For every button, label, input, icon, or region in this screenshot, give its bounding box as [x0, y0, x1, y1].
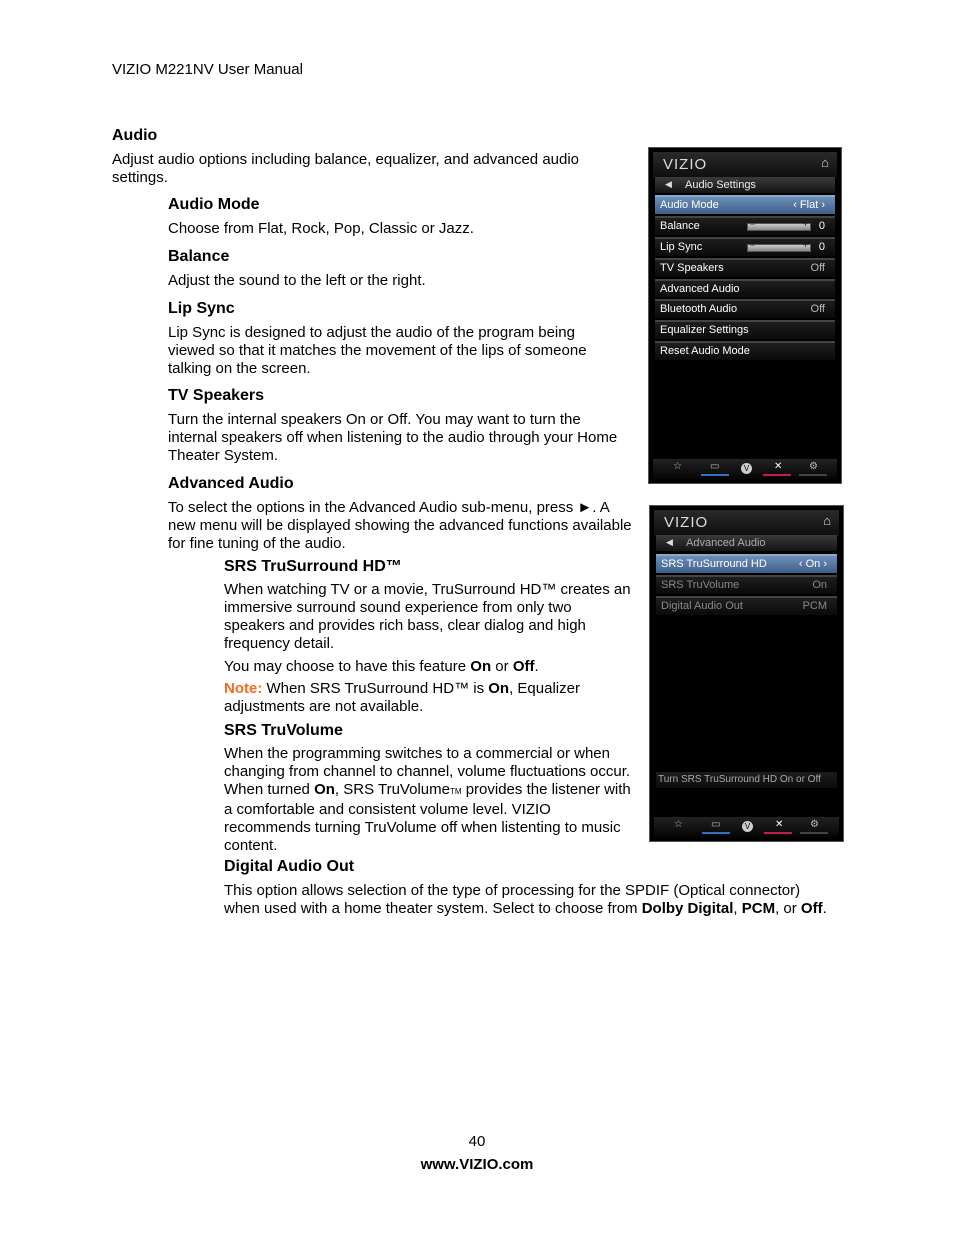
audio-heading: Audio: [112, 127, 158, 144]
balance-slider[interactable]: − +: [747, 223, 811, 231]
audio-mode-text: Choose from Flat, Rock, Pop, Classic or Jazz.: [168, 220, 474, 237]
website-link[interactable]: www.VIZIO.com: [420, 1156, 534, 1173]
advanced-audio-text: To select the options in the Advanced Audio sub-menu, press ►. A new menu will be displayed showing the advanced functions available for fine tuning of the audio.: [168, 499, 632, 552]
menu-item-tv-speakers[interactable]: TV Speakers Off: [655, 258, 835, 277]
screen-title-bar: [654, 510, 839, 536]
audio-mode-heading: Audio Mode: [168, 196, 260, 213]
chevron-right-icon: ›: [818, 199, 825, 211]
tv-speakers-text: Turn the internal speakers On or Off. You may want to turn the internal speakers off when listening to the audio through your Home Theater System.: [168, 411, 618, 464]
star-icon[interactable]: ☆: [673, 461, 682, 472]
breadcrumb: ◀ Audio Settings: [655, 177, 835, 193]
remote-button-bar: [653, 459, 837, 479]
menu-item-reset-audio-mode[interactable]: Reset Audio Mode: [655, 341, 835, 360]
home-icon[interactable]: ⌂: [823, 513, 831, 528]
screen-title-bar: [653, 152, 837, 178]
advanced-audio-heading: Advanced Audio: [168, 475, 294, 492]
menu-item-equalizer-settings[interactable]: Equalizer Settings: [655, 320, 835, 339]
home-icon[interactable]: ⌂: [821, 155, 829, 170]
audio-intro: Adjust audio options including balance, equalizer, and advanced audio settings.: [112, 151, 580, 186]
digital-audio-out-text: This option allows selection of the type of processing for the SPDIF (Optical connector) when used with a home theater system. Select to choose from Dolby Digital, PCM, or Off.: [224, 882, 827, 917]
back-arrow-icon[interactable]: ◀: [666, 537, 673, 547]
help-text: Turn SRS TruSurround HD On or Off: [656, 772, 837, 788]
lip-sync-slider[interactable]: − +: [747, 244, 811, 252]
exit-icon[interactable]: ✕: [774, 461, 783, 472]
breadcrumb: ◀ Advanced Audio: [656, 535, 837, 551]
lip-sync-heading: Lip Sync: [168, 300, 235, 317]
lip-sync-text: Lip Sync is designed to adjust the audio of the program being viewed so that it matches the movement of the lips of someone talking on the screen.: [168, 324, 587, 377]
v-button-icon[interactable]: V: [742, 821, 753, 832]
menu-item-balance[interactable]: Balance − + 0: [655, 216, 835, 235]
menu-item-advanced-audio[interactable]: Advanced Audio: [655, 279, 835, 298]
srs-trusurround-note: Note: When SRS TruSurround HD™ is On, Equalizer adjustments are not available.: [224, 680, 580, 715]
audio-settings-screen: [648, 147, 842, 484]
menu-item-bluetooth-audio[interactable]: Bluetooth Audio Off: [655, 299, 835, 318]
menu-item-srs-trusurround[interactable]: SRS TruSurround HD ‹ On ›: [656, 554, 837, 573]
gear-icon[interactable]: ⚙: [809, 461, 818, 472]
advanced-audio-screen: [649, 505, 844, 842]
srs-trusurround-choose: You may choose to have this feature On or Off.: [224, 658, 539, 675]
chevron-left-icon: ‹: [793, 199, 800, 211]
chevron-right-icon: ›: [820, 558, 827, 570]
chevron-left-icon: ‹: [798, 558, 806, 570]
vizio-logo: VIZIO: [663, 156, 708, 173]
srs-trusurround-text: When watching TV or a movie, TruSurround HD™ creates an immersive surround sound experience from only two speakers and provides rich bass, clear dialog and high frequency detail.: [224, 581, 631, 652]
back-arrow-icon[interactable]: ◀: [665, 179, 672, 189]
manual-title: VIZIO M221NV User Manual: [112, 61, 303, 78]
srs-trusurround-heading: SRS TruSurround HD™: [224, 558, 402, 575]
balance-text: Adjust the sound to the left or the right.: [168, 272, 426, 289]
menu-item-audio-mode[interactable]: Audio Mode ‹ Flat ›: [655, 195, 835, 214]
balance-heading: Balance: [168, 248, 230, 265]
v-button-icon[interactable]: V: [741, 463, 752, 474]
menu-item-srs-truvolume[interactable]: SRS TruVolume On: [656, 575, 837, 594]
menu-item-digital-audio-out[interactable]: Digital Audio Out PCM: [656, 596, 837, 615]
note-label: Note:: [224, 680, 263, 697]
exit-icon[interactable]: ✕: [775, 819, 784, 830]
remote-button-bar: [654, 817, 839, 837]
widget-icon[interactable]: ▭: [710, 461, 720, 472]
tv-speakers-heading: TV Speakers: [168, 387, 265, 404]
menu-item-lip-sync[interactable]: Lip Sync − + 0: [655, 237, 835, 256]
srs-truvolume-text: When the programming switches to a commercial or when changing from channel to channel, volume fluctuations occur. When turned On, SRS TruVolumeTM provides the listener with a comfortable and consistent volume level. VIZIO recommends turning TruVolume off when listenting to music content.: [224, 745, 631, 854]
star-icon[interactable]: ☆: [674, 819, 683, 830]
digital-audio-out-heading: Digital Audio Out: [224, 858, 355, 875]
page-number: 40: [468, 1133, 486, 1150]
srs-trusurround-value: ‹ On ›: [798, 558, 827, 570]
widget-icon[interactable]: ▭: [711, 819, 721, 830]
gear-icon[interactable]: ⚙: [810, 819, 819, 830]
audio-mode-value: ‹ Flat ›: [793, 199, 825, 211]
srs-truvolume-heading: SRS TruVolume: [224, 722, 343, 739]
vizio-logo: VIZIO: [664, 514, 709, 531]
